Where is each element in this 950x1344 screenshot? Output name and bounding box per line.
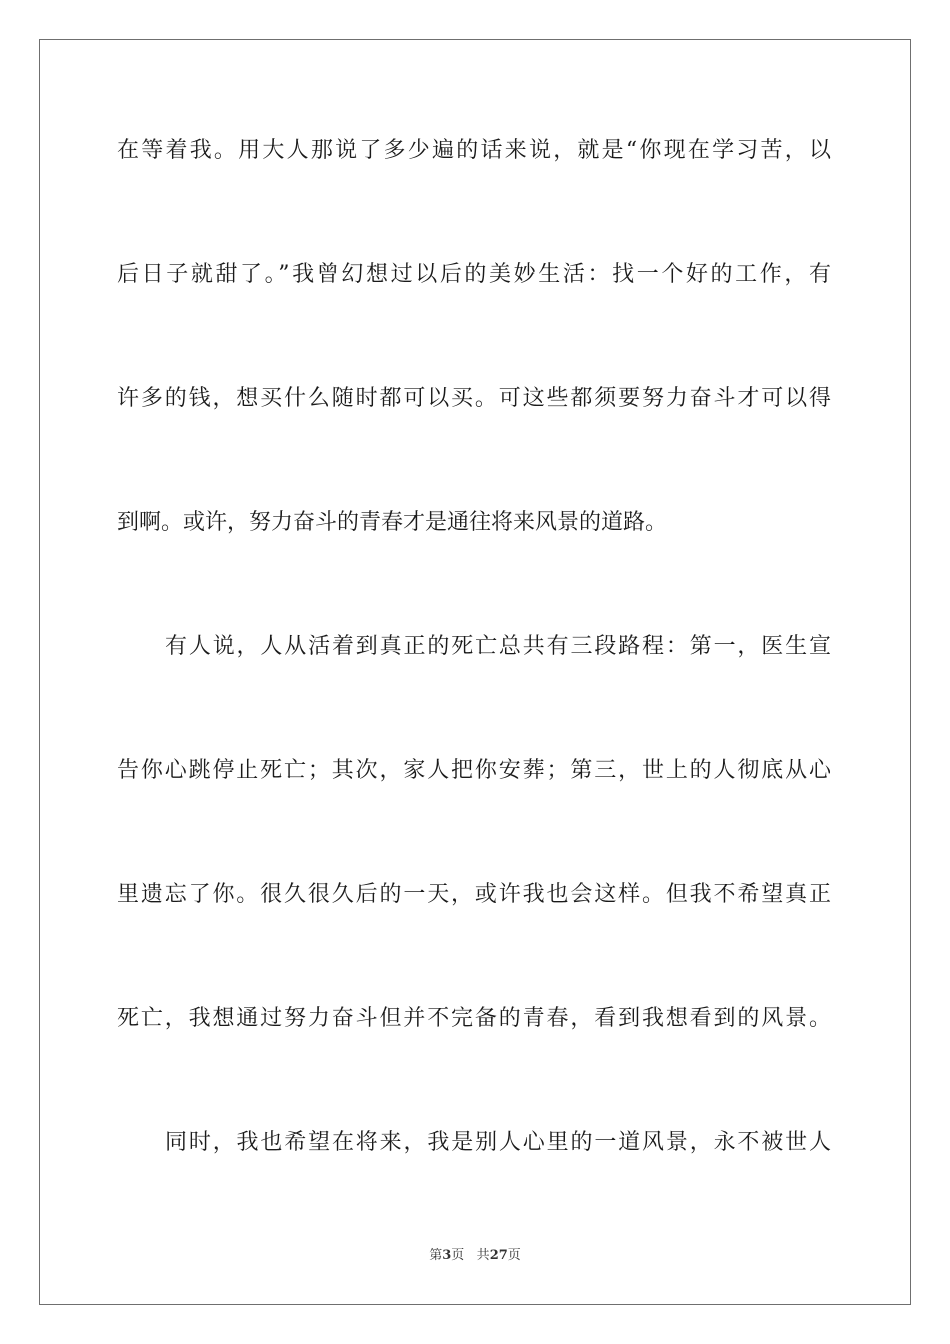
footer-total-pages: 27 <box>489 1248 508 1263</box>
page-footer <box>0 1243 950 1269</box>
footer-page-prefix: 第 <box>429 1248 443 1263</box>
footer-page-number: 3 <box>442 1248 452 1263</box>
text-line-7: 里遗忘了你。很久很久后的一天，或许我也会这样。但我不希望真正 <box>117 882 831 907</box>
footer-page-suffix: 页 <box>451 1248 465 1263</box>
text-line-2: 后日子就甜了。”我曾幻想过以后的美妙生活：找一个好的工作，有 <box>117 262 831 287</box>
footer-total-prefix: 共 <box>476 1248 490 1263</box>
text-line-9: 同时，我也希望在将来，我是别人心里的一道风景，永不被世人 <box>165 1130 831 1155</box>
text-line-6: 告你心跳停止死亡；其次，家人把你安葬；第三，世上的人彻底从心 <box>117 758 831 783</box>
page-frame <box>39 39 911 1305</box>
footer-total-suffix: 页 <box>507 1248 521 1263</box>
text-line-5: 有人说，人从活着到真正的死亡总共有三段路程：第一，医生宣 <box>165 634 831 659</box>
text-line-1: 在等着我。用大人那说了多少遍的话来说，就是“你现在学习苦，以 <box>117 138 831 163</box>
text-line-3: 许多的钱，想买什么随时都可以买。可这些都须要努力奋斗才可以得 <box>117 386 831 411</box>
text-line-4: 到啊。或许，努力奋斗的青春才是通往将来风景的道路。 <box>117 510 668 535</box>
text-line-8: 死亡，我想通过努力奋斗但并不完备的青春，看到我想看到的风景。 <box>117 1006 831 1031</box>
